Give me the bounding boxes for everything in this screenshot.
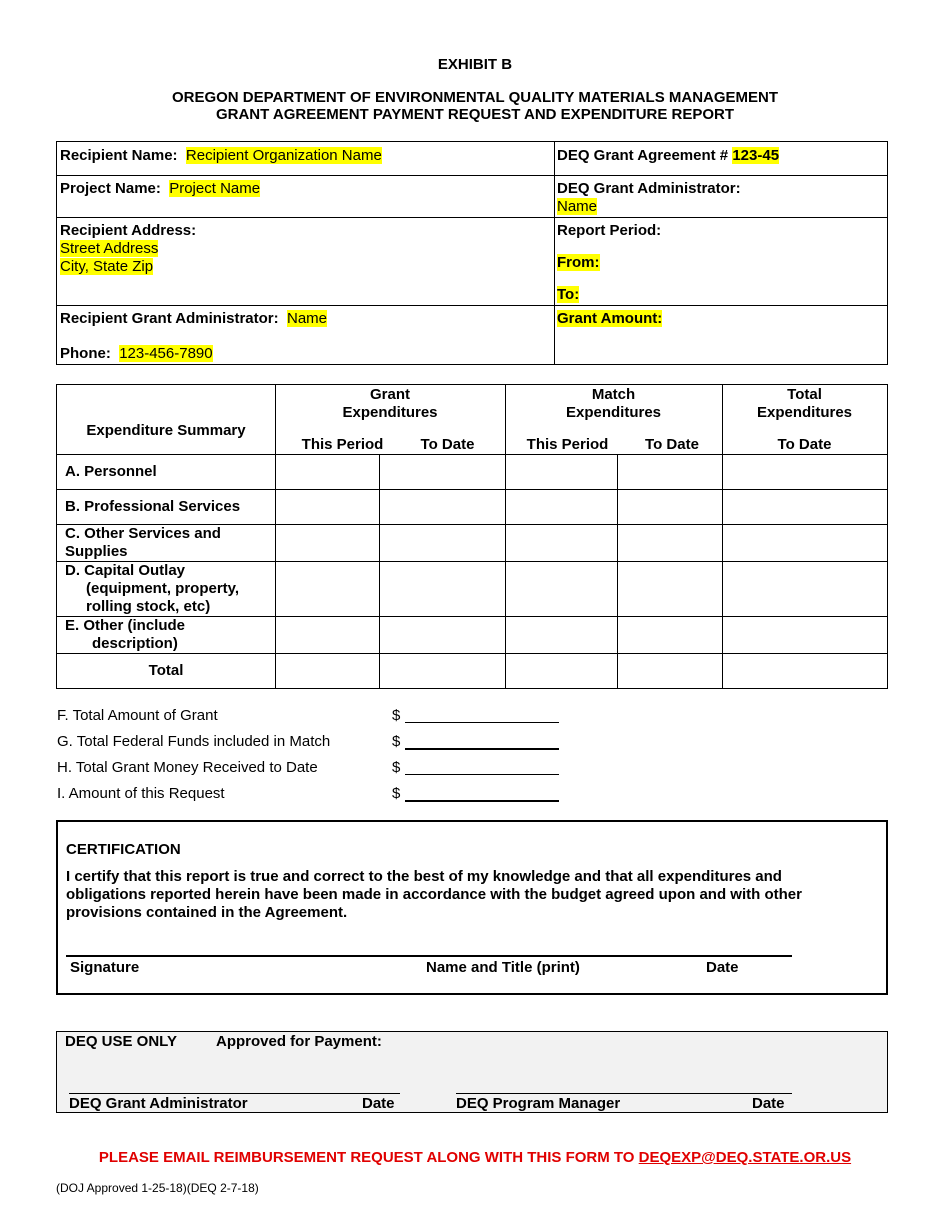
grant-to-date-header: To Date	[420, 436, 475, 453]
grant-expenditures-header-line2: Expenditures	[342, 404, 438, 421]
from-label: From:	[557, 254, 600, 271]
deq-use-only-box	[56, 1031, 888, 1113]
row-label-personnel: A. Personnel	[65, 463, 157, 480]
deq-admin-label: DEQ Grant Administrator:	[557, 180, 741, 197]
row-label-other-services-line2: Supplies	[65, 543, 128, 560]
certification-box	[56, 820, 888, 995]
form-title-line2: GRANT AGREEMENT PAYMENT REQUEST AND EXPENDITURE REPORT	[215, 106, 735, 123]
email-notice	[0, 1149, 950, 1166]
amount-of-request-label: I. Amount of this Request	[57, 785, 225, 802]
project-name-value[interactable]: Project Name	[169, 180, 261, 197]
certification-title: CERTIFICATION	[66, 841, 181, 858]
match-this-period-header: This Period	[526, 436, 609, 453]
total-to-date-header: To Date	[777, 436, 832, 453]
row-label-other-services-line1: C. Other Services and	[65, 525, 221, 542]
row-label-other-line1: E. Other (include	[65, 617, 186, 634]
phone-value[interactable]: 123-456-7890	[119, 345, 213, 362]
federal-funds-input[interactable]	[405, 748, 559, 750]
currency-symbol: $	[392, 733, 401, 750]
deq-admin-date-label: Date	[362, 1095, 395, 1112]
phone-label: Phone:	[60, 345, 111, 362]
project-name-label: Project Name:	[60, 180, 161, 197]
certification-text-line3: provisions contained in the Agreement.	[66, 904, 348, 921]
form-title-line1: OREGON DEPARTMENT OF ENVIRONMENTAL QUALITY MATERIALS MANAGEMENT	[171, 89, 779, 106]
name-title-label: Name and Title (print)	[426, 959, 580, 976]
federal-funds-label: G. Total Federal Funds included in Match	[57, 733, 331, 750]
match-to-date-header: To Date	[645, 436, 699, 453]
recipient-address-field[interactable]	[60, 222, 196, 276]
recipient-info-table	[56, 141, 888, 365]
recipient-address-label: Recipient Address:	[60, 222, 197, 239]
row-label-other-line2: description)	[92, 635, 178, 652]
phone-field[interactable]	[60, 345, 213, 363]
city-state-zip-value[interactable]: City, State Zip	[60, 258, 154, 275]
total-amount-of-grant-label: F. Total Amount of Grant	[57, 707, 218, 724]
total-expenditures-header-line1: Total	[787, 386, 822, 403]
grant-agreement-value[interactable]: 123-45	[732, 147, 780, 164]
recipient-admin-label: Recipient Grant Administrator:	[60, 310, 279, 327]
approved-for-payment-label: Approved for Payment:	[216, 1033, 382, 1050]
row-label-capital-outlay-line1: D. Capital Outlay	[65, 562, 186, 579]
cert-date-label: Date	[706, 959, 739, 976]
deq-manager-date-label: Date	[752, 1095, 785, 1112]
grant-this-period-header: This Period	[301, 436, 384, 453]
currency-symbol: $	[392, 759, 401, 776]
deq-use-only-title: DEQ USE ONLY	[65, 1033, 177, 1050]
row-label-capital-outlay-line3: rolling stock, etc)	[86, 598, 211, 615]
grant-amount-label: Grant Amount:	[557, 310, 663, 327]
street-address-value[interactable]: Street Address	[60, 240, 159, 257]
recipient-admin-value[interactable]: Name	[286, 310, 327, 327]
to-label: To:	[557, 286, 580, 303]
program-manager-signature-line[interactable]	[456, 1093, 792, 1094]
report-period-field	[557, 222, 661, 240]
total-expenditures-header-line2: Expenditures	[756, 404, 853, 421]
grant-admin-signature-line[interactable]	[69, 1093, 400, 1094]
email-link[interactable]: DEQEXP@DEQ.STATE.OR.US	[638, 1149, 852, 1166]
recipient-name-label: Recipient Name:	[60, 147, 178, 164]
footer-approval: (DOJ Approved 1-25-18)(DEQ 2-7-18)	[56, 1181, 259, 1195]
deq-admin-value[interactable]: Name	[557, 198, 598, 215]
recipient-name-value[interactable]: Recipient Organization Name	[185, 147, 382, 164]
to-field[interactable]	[557, 286, 579, 304]
grant-money-received-input[interactable]	[405, 774, 559, 775]
expenditure-table	[56, 384, 888, 689]
exhibit-label: EXHIBIT B	[437, 56, 513, 73]
currency-symbol: $	[392, 707, 401, 724]
grant-agreement-label: DEQ Grant Agreement #	[557, 147, 729, 164]
grant-money-received-label: H. Total Grant Money Received to Date	[57, 759, 318, 776]
grant-amount-field[interactable]	[557, 310, 662, 328]
amount-of-request-input[interactable]	[405, 800, 559, 802]
grant-agreement-field[interactable]	[557, 147, 779, 165]
expenditure-summary-header: Expenditure Summary	[86, 422, 246, 439]
deq-grant-admin-label: DEQ Grant Administrator	[69, 1095, 248, 1112]
recipient-name-field[interactable]	[60, 147, 382, 165]
grant-expenditures-header-line1: Grant	[369, 386, 410, 403]
row-label-professional-services: B. Professional Services	[65, 498, 241, 515]
currency-symbol: $	[392, 785, 401, 802]
deq-admin-field[interactable]	[557, 180, 741, 216]
match-expenditures-header-line1: Match	[591, 386, 636, 403]
signature-line[interactable]	[66, 955, 792, 957]
deq-program-manager-label: DEQ Program Manager	[456, 1095, 621, 1112]
email-notice-text: PLEASE EMAIL REIMBURSEMENT REQUEST ALONG WITH THIS FORM TO	[98, 1149, 635, 1166]
report-period-label: Report Period:	[557, 222, 662, 239]
project-name-field[interactable]	[60, 180, 260, 198]
recipient-admin-field[interactable]	[60, 310, 327, 328]
total-amount-of-grant-input[interactable]	[405, 722, 559, 723]
row-label-total: Total	[148, 662, 184, 679]
from-field[interactable]	[557, 254, 600, 272]
match-expenditures-header-line2: Expenditures	[565, 404, 662, 421]
signature-label: Signature	[70, 959, 140, 976]
certification-text-line1: I certify that this report is true and correct to the best of my knowledge and that all expenditures and	[66, 868, 782, 885]
certification-text-line2: obligations reported herein have been made in accordance with the budget agreed upon and with other	[66, 886, 802, 903]
row-label-capital-outlay-line2: (equipment, property,	[86, 580, 240, 597]
